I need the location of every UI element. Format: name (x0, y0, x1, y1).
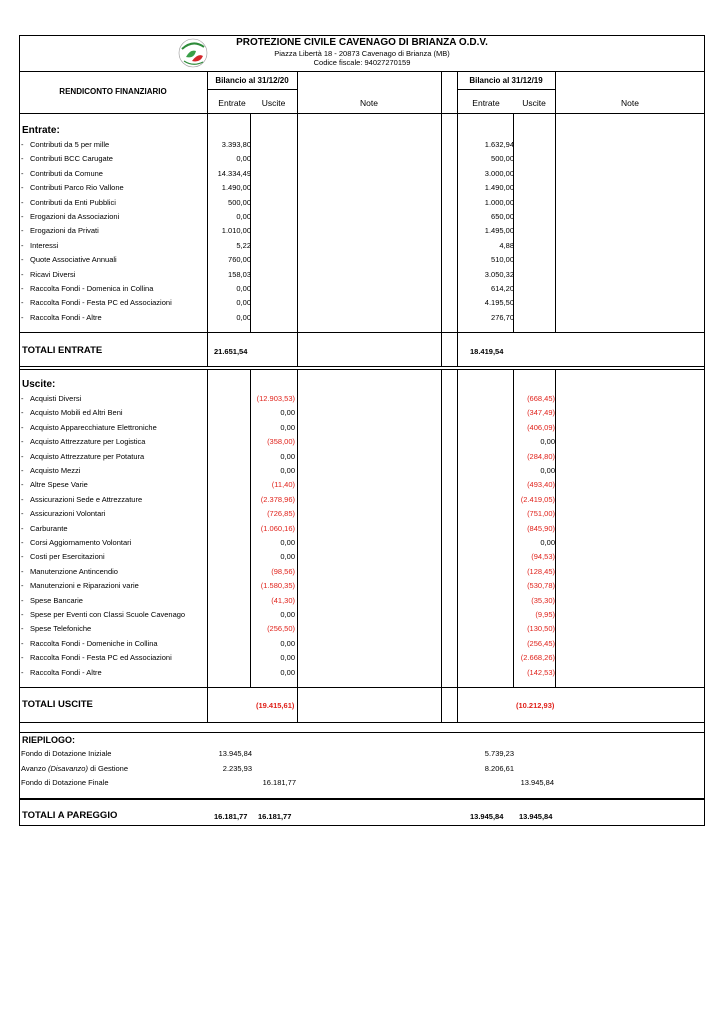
uscite-row-y1: (12.903,53) (256, 394, 295, 403)
row-bullet: - (21, 610, 24, 619)
uscite-row-y1: (11,40) (271, 480, 295, 490)
col-line (441, 71, 442, 114)
entrate-row-y2: 1.000,00 (484, 197, 514, 207)
uscite-row-y2: (668,45) (527, 394, 555, 403)
uscite-row-y1: (2.378,96) (260, 494, 295, 504)
fondo-iniziale-y1: 13.945,84 (218, 749, 252, 758)
entrate-row-label: Quote Associative Annuali (30, 255, 117, 265)
totali-entrate-y1: 21.651,54 (214, 347, 248, 356)
entrate-row-y2: 276,70 (491, 312, 514, 322)
uscite-row-y2: (94,53) (531, 552, 555, 562)
row-bullet: - (21, 509, 24, 519)
totali-entrate-label: TOTALI ENTRATE (22, 345, 103, 356)
uscite-row-label: Acquisto Apparecchiature Elettroniche (30, 422, 157, 432)
uscite-row-y1: 0,00 (280, 451, 295, 461)
riepilogo-top-line (19, 732, 705, 733)
totali-uscite-label: TOTALI USCITE (22, 699, 93, 710)
row-bullet: - (21, 226, 24, 236)
uscite-row-y2: (530,78) (527, 581, 555, 591)
entrate-row-y1: 0,00 (236, 312, 251, 322)
entrate-row-label: Erogazioni da Associazioni (30, 212, 120, 221)
row-bullet: - (21, 581, 24, 591)
totali-uscite-y2: (10.212,93) (516, 701, 555, 710)
organization-address: Piazza Libertà 18 - 20873 Cavenago di Brianza (MB) (274, 49, 450, 58)
uscite-row-y1: (41,30) (271, 595, 295, 605)
row-bullet: - (21, 480, 24, 490)
entrate-row-label: Erogazioni da Privati (30, 226, 99, 236)
row-bullet: - (21, 394, 24, 403)
uscite-row-y1: (358,00) (267, 437, 295, 447)
table-right-border (704, 35, 705, 826)
entrate-row-y2: 1.632,94 (484, 140, 514, 149)
uscite-row-y1: 0,00 (280, 552, 295, 562)
row-bullet: - (21, 667, 24, 677)
table-bottom-border (19, 825, 705, 826)
row-bullet: - (21, 566, 24, 576)
row-bullet: - (21, 269, 24, 279)
col-line (457, 113, 458, 366)
uscite-row-label: Carburante (30, 523, 68, 533)
uscite-row-y1: (256,50) (267, 624, 295, 634)
entrate-row-label: Ricavi Diversi (30, 269, 76, 279)
row-bullet: - (21, 494, 24, 504)
uscite-row-y2: (493,40) (527, 480, 555, 490)
uscite-row-label: Raccolta Fondi - Domeniche in Collina (30, 638, 158, 648)
riepilogo-title: RIEPILOGO: (22, 735, 76, 745)
entrate-row-label: Raccolta Fondi - Altre (30, 312, 102, 322)
row-bullet: - (21, 552, 24, 562)
uscite-row-y1: 0,00 (280, 538, 295, 547)
uscite-row-y2: (142,53) (527, 667, 555, 677)
col-entrate-1: Entrate (218, 98, 246, 108)
year2-title: Bilancio al 31/12/19 (469, 76, 543, 85)
uscite-row-y1: 0,00 (280, 638, 295, 648)
col-entrate-2: Entrate (472, 98, 500, 108)
entrate-row-label: Contributi da 5 per mille (30, 140, 110, 149)
uscite-row-y2: (2.668,26) (520, 653, 555, 663)
totali-pareggio-label: TOTALI A PAREGGIO (22, 810, 118, 821)
col-line (441, 113, 442, 366)
totali-entrate-line (19, 332, 705, 333)
fondo-finale-y2: 13.945,84 (520, 778, 554, 787)
uscite-row-y2: (128,45) (527, 566, 555, 576)
section-divider (19, 369, 705, 370)
entrate-row-y2: 510,00 (491, 255, 514, 265)
row-bullet: - (21, 408, 24, 418)
uscite-row-y2: (2.419,05) (520, 494, 555, 504)
entrate-row-y1: 760,00 (228, 255, 251, 265)
header-subline (207, 89, 297, 90)
entrate-row-label: Contributi Parco Rio Vallone (30, 183, 124, 193)
col-line (297, 369, 298, 722)
uscite-row-label: Acquisto Mezzi (30, 466, 81, 475)
col-line (297, 113, 298, 366)
fondo-iniziale-label: Fondo di Dotazione Iniziale (21, 749, 112, 758)
entrate-row-y1: 1.010,00 (221, 226, 251, 236)
uscite-section-title: Uscite: (22, 379, 56, 390)
entrate-row-y1: 0,00 (236, 212, 251, 221)
entrate-row-y2: 4.195,50 (484, 298, 514, 308)
col-uscite-1: Uscite (261, 98, 286, 108)
uscite-row-label: Altre Spese Varie (30, 480, 88, 490)
entrate-row-label: Contributi da Enti Pubblici (30, 197, 116, 207)
col-line (441, 369, 442, 722)
row-bullet: - (21, 212, 24, 221)
uscite-row-y1: (1.060,16) (260, 523, 295, 533)
row-bullet: - (21, 466, 24, 475)
entrate-row-y1: 0,00 (236, 154, 251, 164)
col-uscite-2: Uscite (522, 98, 546, 108)
fondo-finale-label: Fondo di Dotazione Finale (21, 778, 109, 787)
uscite-row-y2: (256,45) (527, 638, 555, 648)
row-bullet: - (21, 183, 24, 193)
section-divider (19, 366, 705, 367)
col-note-1: Note (360, 98, 378, 108)
entrate-row-y1: 1.490,00 (221, 183, 251, 193)
uscite-row-y2: (406,09) (527, 422, 555, 432)
year1-title: Bilancio al 31/12/20 (215, 76, 289, 85)
entrate-row-label: Raccolta Fondi - Domenica in Collina (30, 284, 154, 293)
col-line (207, 369, 208, 722)
uscite-row-label: Manutenzioni e Riparazioni varie (30, 581, 139, 591)
col-line (457, 369, 458, 722)
row-bullet: - (21, 284, 24, 293)
uscite-row-label: Corsi Aggiornamento Volontari (30, 538, 132, 547)
entrate-row-y2: 650,00 (491, 212, 514, 221)
entrate-row-label: Interessi (30, 240, 59, 250)
row-bullet: - (21, 312, 24, 322)
row-bullet: - (21, 298, 24, 308)
uscite-row-y1: 0,00 (280, 408, 295, 418)
row-bullet: - (21, 638, 24, 648)
pareggio-top-line (19, 798, 705, 800)
uscite-row-label: Costi per Esercitazioni (30, 552, 105, 562)
section-divider (19, 722, 705, 723)
entrate-row-y2: 614,20 (491, 284, 514, 293)
row-bullet: - (21, 653, 24, 663)
entrate-row-label: Raccolta Fondi - Festa PC ed Associazioni (30, 298, 172, 308)
uscite-row-y1: 0,00 (280, 422, 295, 432)
entrate-row-y2: 3.050,32 (484, 269, 514, 279)
row-bullet: - (21, 523, 24, 533)
col-note-2: Note (621, 98, 639, 108)
uscite-row-label: Spese Bancarie (30, 595, 83, 605)
col-line (555, 369, 556, 687)
uscite-row-label: Raccolta Fondi - Altre (30, 667, 102, 677)
uscite-row-label: Acquisto Attrezzature per Logistica (30, 437, 146, 447)
uscite-row-y2: (130,50) (527, 624, 555, 634)
avanzo-y2: 8.206,61 (484, 764, 514, 773)
entrate-section-title: Entrate: (22, 125, 60, 136)
uscite-row-y2: (284,80) (527, 451, 555, 461)
uscite-row-y1: 0,00 (280, 466, 295, 475)
table-top-border (19, 35, 705, 36)
organization-name: PROTEZIONE CIVILE CAVENAGO DI BRIANZA O.D.V. (236, 37, 488, 48)
header-bottom-line (19, 113, 705, 114)
entrate-row-y1: 0,00 (236, 284, 251, 293)
uscite-row-label: Raccolta Fondi - Festa PC ed Associazioni (30, 653, 172, 663)
pareggio-y1-uscite: 16.181,77 (258, 812, 292, 821)
col-line (555, 113, 556, 332)
uscite-row-y2: (347,49) (527, 408, 555, 418)
report-title: RENDICONTO FINANZIARIO (59, 87, 167, 96)
entrate-row-y1: 14.334,49 (217, 168, 251, 178)
uscite-row-label: Acquisto Mobili ed Altri Beni (30, 408, 123, 418)
uscite-row-label: Manutenzione Antincendio (30, 566, 118, 576)
entrate-row-y1: 5,22 (236, 240, 251, 250)
row-bullet: - (21, 538, 24, 547)
entrate-row-y1: 500,00 (228, 197, 251, 207)
totali-entrate-y2: 18.419,54 (470, 347, 504, 356)
totali-uscite-line (19, 687, 705, 688)
uscite-row-y1: (726,85) (267, 509, 295, 519)
entrate-row-y1: 3.393,80 (221, 140, 251, 149)
entrate-row-y2: 500,00 (491, 154, 514, 164)
row-bullet: - (21, 595, 24, 605)
uscite-row-y1: 0,00 (280, 667, 295, 677)
header-subline (457, 89, 555, 90)
uscite-row-label: Acquisti Diversi (30, 394, 82, 403)
uscite-row-label: Spese per Eventi con Classi Scuole Cavenago (30, 610, 186, 619)
avanzo-y1: 2.235,93 (222, 764, 252, 773)
entrate-row-y2: 4,88 (499, 240, 514, 250)
pareggio-y2-entrate: 13.945,84 (470, 812, 504, 821)
row-bullet: - (21, 437, 24, 447)
row-bullet: - (21, 154, 24, 164)
uscite-row-y2: (35,30) (531, 595, 555, 605)
uscite-row-label: Assicurazioni Sede e Attrezzature (30, 494, 143, 504)
row-bullet: - (21, 422, 24, 432)
avanzo-label: Avanzo (Disavanzo) di Gestione (21, 764, 129, 773)
row-bullet: - (21, 240, 24, 250)
entrate-row-y1: 0,00 (236, 298, 251, 308)
entrate-row-y2: 1.490,00 (484, 183, 514, 193)
totali-uscite-y1: (19.415,61) (256, 701, 295, 710)
uscite-row-y1: (1.580,35) (260, 581, 295, 591)
entrate-row-y2: 3.000,00 (484, 168, 514, 178)
entrate-row-y1: 158,03 (228, 269, 251, 279)
col-line (207, 113, 208, 366)
row-bullet: - (21, 168, 24, 178)
uscite-row-y2: (9,95) (535, 610, 555, 619)
uscite-row-y1: 0,00 (280, 653, 295, 663)
uscite-row-y1: 0,00 (280, 610, 295, 619)
uscite-row-y2: (845,90) (527, 523, 555, 533)
entrate-row-y2: 1.495,00 (484, 226, 514, 236)
uscite-row-label: Acquisto Attrezzature per Potatura (30, 451, 145, 461)
uscite-row-y2: 0,00 (540, 538, 555, 547)
header-separator (19, 71, 705, 72)
pareggio-y1-entrate: 16.181,77 (214, 812, 248, 821)
uscite-row-y2: 0,00 (540, 466, 555, 475)
row-bullet: - (21, 255, 24, 265)
row-bullet: - (21, 451, 24, 461)
uscite-row-y2: (751,00) (527, 509, 555, 519)
row-bullet: - (21, 140, 24, 149)
pareggio-y2-uscite: 13.945,84 (519, 812, 553, 821)
row-bullet: - (21, 624, 24, 634)
entrate-row-label: Contributi da Comune (30, 168, 103, 178)
uscite-row-y1: (98,56) (271, 566, 295, 576)
uscite-row-label: Assicurazioni Volontari (30, 509, 106, 519)
table-left-border (19, 35, 20, 826)
uscite-row-y2: 0,00 (540, 437, 555, 447)
row-bullet: - (21, 197, 24, 207)
entrate-row-label: Contributi BCC Carugate (30, 154, 113, 164)
fiscal-code: Codice fiscale: 94027270159 (313, 58, 411, 67)
fondo-finale-y1: 16.181,77 (262, 778, 296, 787)
uscite-row-label: Spese Telefoniche (30, 624, 92, 634)
fondo-iniziale-y2: 5.739,23 (484, 749, 514, 758)
